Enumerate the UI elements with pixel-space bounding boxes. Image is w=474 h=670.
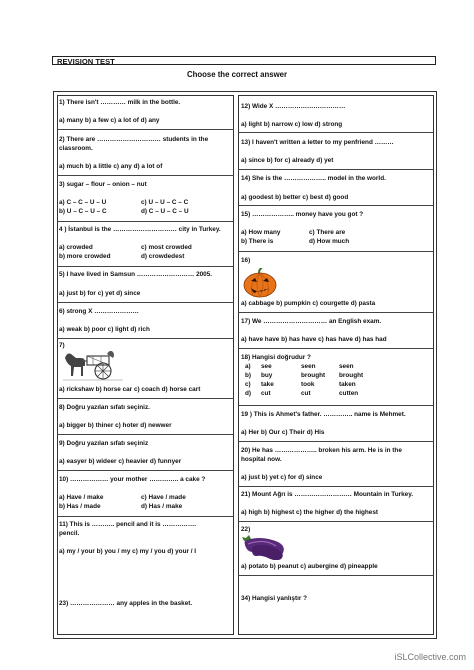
verb-past: brought [301, 372, 326, 379]
option: c) U – U – C – C [141, 199, 189, 206]
question-15: 15) ……………….. money have you got ? [241, 211, 364, 218]
divider [238, 575, 434, 576]
divider [238, 521, 434, 522]
divider [238, 486, 434, 487]
answers-12: a) light b) narrow c) low d) strong [241, 121, 343, 128]
question-23: 23) ………………… any apples in the basket. [59, 600, 193, 607]
divider [238, 169, 434, 170]
verb-base: buy [261, 372, 273, 379]
option: d) How much [309, 238, 350, 245]
answers-3 [59, 199, 229, 217]
horse-cart-icon [63, 348, 127, 382]
question-20-cont: hospital now. [241, 456, 282, 463]
verb-participle: taken [339, 381, 356, 388]
question-2-cont: classroom. [59, 145, 93, 152]
divider [57, 398, 234, 399]
answers-7: a) rickshaw b) horse car c) coach d) horse cart [59, 386, 201, 393]
verb-base: see [261, 363, 272, 370]
watermark: iSLCollective.com [394, 652, 466, 662]
option: a) How many [241, 229, 281, 236]
answers-22: a) potato b) peanut c) aubergine d) pineapple [241, 563, 378, 570]
divider [238, 132, 434, 133]
option: b) more crowded [59, 253, 111, 260]
option: b) U – C – U – C [59, 208, 107, 215]
option: c) most crowded [141, 244, 192, 251]
divider [57, 175, 234, 176]
answers-2: a) much b) a little c) any d) a lot of [59, 163, 163, 170]
divider [57, 221, 234, 222]
question-8: 8) Doğru yazılan sıfatı seçiniz. [59, 404, 150, 411]
instructions: Choose the correct answer [186, 70, 288, 79]
answers-5: a) just b) for c) yet d) since [59, 290, 141, 297]
verb-past: took [301, 381, 315, 388]
verb-past: seen [301, 363, 316, 370]
question-22: 22) [241, 526, 251, 533]
question-16: 16) [241, 257, 251, 264]
aubergine-icon [242, 532, 288, 560]
option-letter: d) [245, 390, 252, 397]
question-7: 7) [59, 342, 65, 349]
verb-past: cut [301, 390, 311, 397]
option: d) Has / make [141, 503, 183, 510]
answers-20: a) just b) yet c) for d) since [241, 474, 323, 481]
option-letter: b) [245, 372, 252, 379]
option: a) crowded [59, 244, 93, 251]
question-17: 17) We ………………………… an English exam. [241, 318, 382, 325]
answers-13: a) since b) for c) already d) yet [241, 157, 334, 164]
divider [57, 434, 234, 435]
answers-6: a) weak b) poor c) light d) rich [59, 326, 150, 333]
option: b) There is [241, 238, 274, 245]
question-20: 20) He has ……………….. broken his arm. He is in the [241, 447, 402, 454]
question-18: 18) Hangisi doğrudur ? [241, 354, 311, 361]
option: c) Have / made [141, 494, 186, 501]
answers-11: a) my / your b) you / my c) my / you d) your / I [59, 548, 197, 555]
verb-base: take [261, 381, 274, 388]
answers-15 [241, 229, 431, 247]
question-11-cont: pencil. [59, 530, 80, 537]
pumpkin-icon [243, 268, 277, 298]
question-1: 1) There isn't ………… milk in the bottle. [59, 99, 181, 106]
answers-19: a) Her b) Our c) Their d) His [241, 429, 325, 436]
question-2: 2) There are ………………………… students in the [59, 136, 209, 143]
divider [57, 129, 234, 130]
verb-base: cut [261, 390, 271, 397]
divider [57, 338, 234, 339]
question-21: 21) Mount Ağrı is ……………………… Mountain in Turkey. [241, 491, 414, 498]
question-13: 13) I haven't written a letter to my penfriend ……… [241, 139, 394, 146]
divider [57, 516, 234, 517]
option-letter: a) [245, 363, 251, 370]
answers-8: a) bigger b) thiner c) hoter d) newwer [59, 422, 172, 429]
divider [238, 348, 434, 349]
verb-participle: cutten [339, 390, 359, 397]
question-5: 5) I have lived in Samsun ……………………… 2005. [59, 271, 213, 278]
question-10: 10) ……………… your mother ………….. a cake ? [59, 476, 206, 483]
option: b) Has / made [59, 503, 101, 510]
answers-10 [59, 494, 229, 512]
question-3: 3) sugar – flour – onion – nut [59, 181, 147, 188]
question-14: 14) She is the ……………….. model in the world. [241, 175, 386, 182]
option: a) C – C – U – U [59, 199, 107, 206]
answers-9: a) easyer b) wideer c) heavier d) funnyer [59, 458, 182, 465]
divider [238, 312, 434, 313]
question-34: 34) Hangisi yanlıştır ? [241, 595, 308, 602]
option: a) Have / make [59, 494, 104, 501]
question-19: 19 ) This is Ahmet's father. ………….. name is Mehmet. [241, 411, 406, 418]
answers-18 [241, 363, 431, 401]
question-11: 11) This is ……….. pencil and it is ……………. [59, 521, 197, 528]
divider [57, 302, 234, 303]
test-title: REVISION TEST [52, 56, 436, 65]
answers-16: a) cabbage b) pumpkin c) courgette d) pasta [241, 300, 376, 307]
answers-1: a) many b) a few c) a lot of d) any [59, 117, 160, 124]
divider [238, 405, 434, 406]
answers-21: a) high b) highest c) the higher d) the highest [241, 509, 379, 516]
question-9: 9) Doğru yazılan sıfatı seçiniz [59, 440, 149, 447]
option: d) C – U – C – U [141, 208, 189, 215]
divider [238, 205, 434, 206]
option: c) There are [309, 229, 346, 236]
divider [238, 441, 434, 442]
verb-participle: brought [339, 372, 364, 379]
question-6: 6) strong X ………………… [59, 308, 139, 315]
option: d) crowdedest [141, 253, 185, 260]
option-letter: c) [245, 381, 251, 388]
question-4: 4 ) İstanbul is the ………………………… city in Turkey. [59, 226, 221, 233]
question-12: 12) Wide X …………………………… [241, 103, 346, 110]
divider [57, 266, 234, 267]
answers-17: a) have have b) has have c) has have d) has had [241, 336, 387, 343]
answers-4 [59, 244, 229, 262]
divider [57, 470, 234, 471]
divider [238, 251, 434, 252]
answers-14: a) goodest b) better c) best d) good [241, 194, 349, 201]
verb-participle: seen [339, 363, 354, 370]
